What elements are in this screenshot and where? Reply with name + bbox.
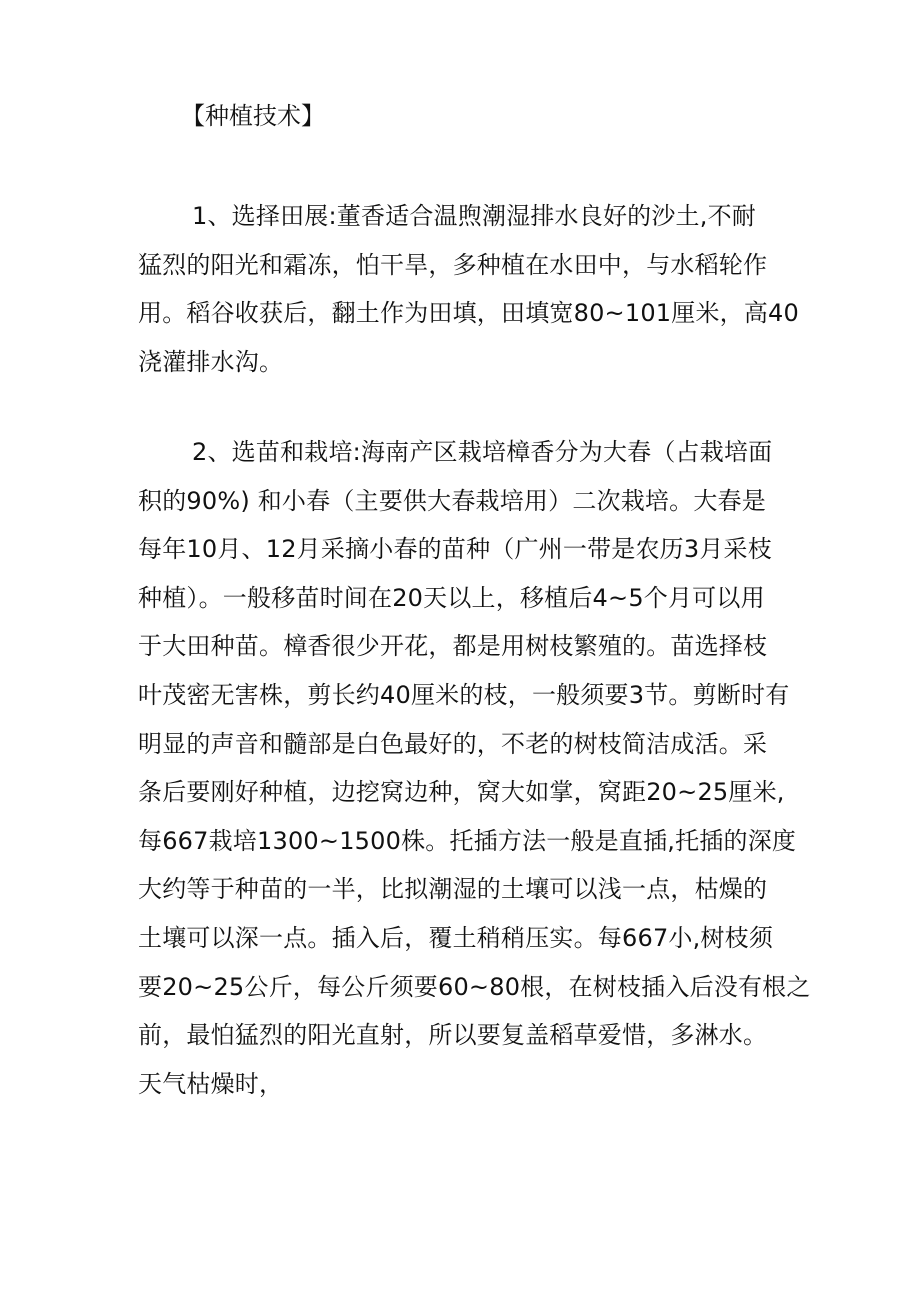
paragraph-line: 1、选择田展:董香适合温煦潮湿排水良好的沙土,不耐 <box>192 202 756 230</box>
paragraph-line: 用。稻谷收获后，翻土作为田填，田填宽80~101厘米，高40 <box>138 299 799 328</box>
paragraph-field-selection <box>138 192 798 386</box>
paragraph-line: 浇灌排水沟。 <box>138 347 284 376</box>
paragraph-line: 种植）。一般移苗时间在20天以上，移植后4~5个月可以用 <box>138 583 765 612</box>
section-title: 【种植技术】 <box>181 102 325 130</box>
paragraph-seedling-cultivation <box>138 428 811 1108</box>
paragraph-line: 大约等于种苗的一半，比拟潮湿的土壤可以浅一点，枯燥的 <box>138 875 768 904</box>
paragraph-line: 前，最怕猛烈的阳光直射，所以要复盖稻草爱惜，多淋水。 <box>138 1021 768 1050</box>
paragraph-line: 于大田种苗。樟香很少开花，都是用树枝繁殖的。苗选择枝 <box>138 632 768 661</box>
paragraph-line: 叶茂密无害株，剪长约40厘米的枝，一般须要3节。剪断时有 <box>138 680 790 709</box>
paragraph-line: 天气枯燥时， <box>138 1069 284 1098</box>
paragraph-line: 要20~25公斤，每公斤须要60~80根，在树枝插入后没有根之 <box>138 972 811 1001</box>
paragraph-line: 明显的声音和髓部是白色最好的，不老的树枝简洁成活。采 <box>138 729 768 758</box>
paragraph-line: 每年10月、12月采摘小春的苗种（广州一带是农历3月采枝 <box>138 535 772 564</box>
paragraph-line: 每667栽培1300~1500株。托插方法一般是直插,托插的深度 <box>138 826 797 855</box>
paragraph-line: 2、选苗和栽培:海南产区栽培樟香分为大春（占栽培面 <box>192 438 773 466</box>
paragraph-line: 土壤可以深一点。插入后，覆土稍稍压实。每667小,树枝须 <box>138 923 774 952</box>
paragraph-line: 积的90%) 和小春（主要供大春栽培用）二次栽培。大春是 <box>138 486 766 515</box>
paragraph-line: 条后要刚好种植，边挖窝边种，窝大如掌，窝距20~25厘米, <box>138 778 785 807</box>
paragraph-line: 猛烈的阳光和霜冻，怕干旱，多种植在水田中，与水稻轮作 <box>138 250 768 279</box>
